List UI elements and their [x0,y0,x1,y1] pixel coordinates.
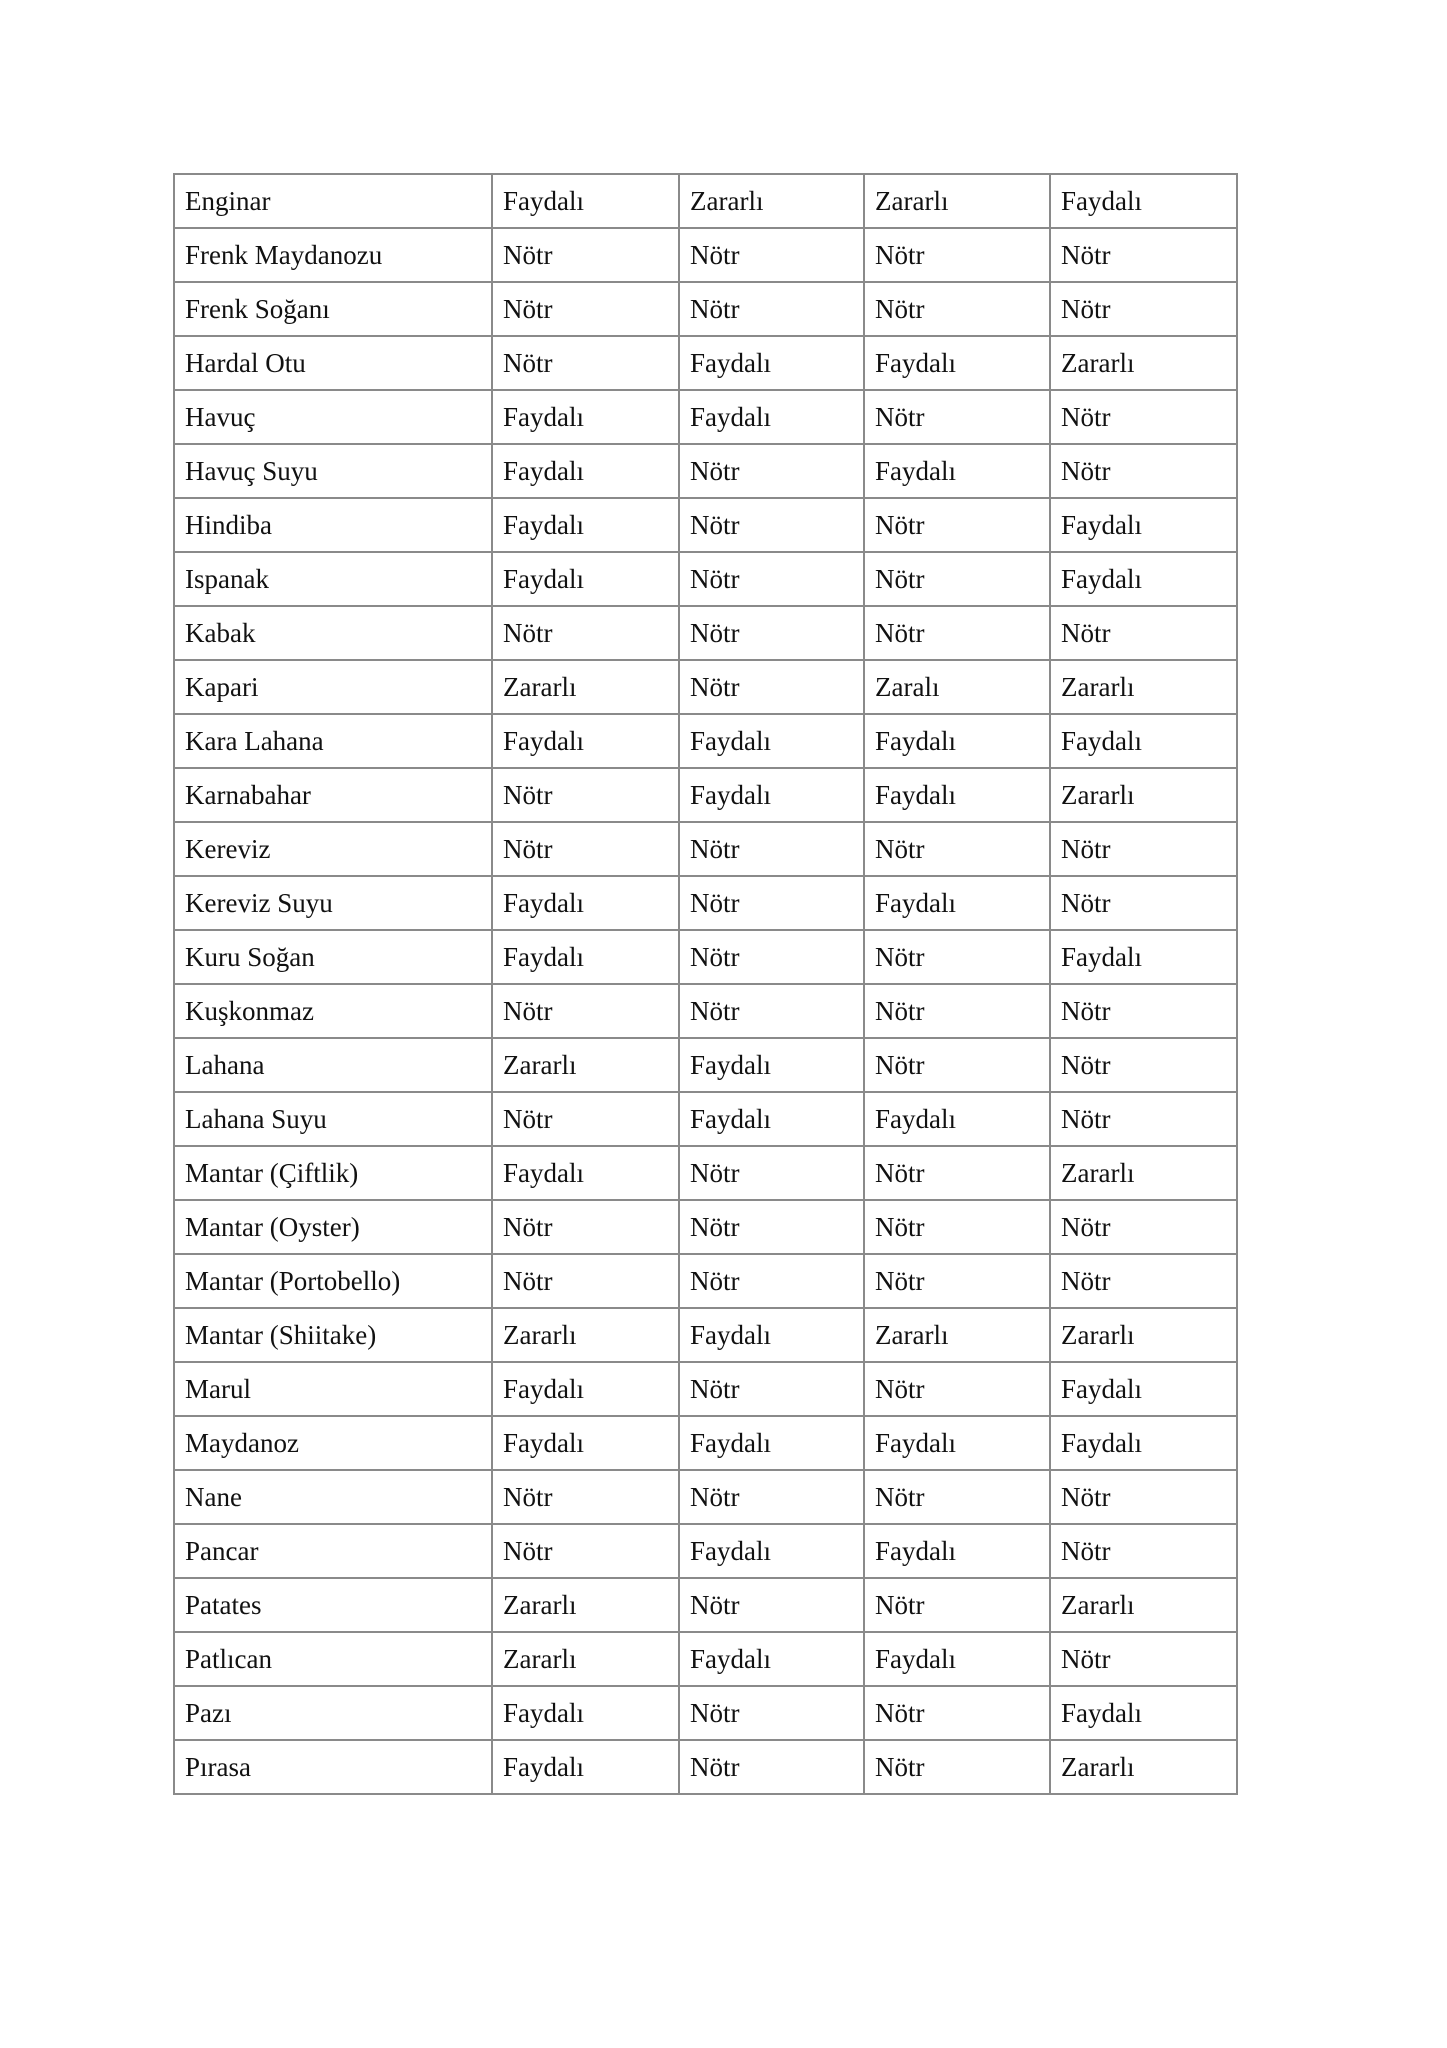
value-cell: Nötr [864,1362,1050,1416]
value-cell: Faydalı [864,1092,1050,1146]
table-row [174,984,1237,1038]
table-row [174,930,1237,984]
table-row [174,1578,1237,1632]
value-cell: Nötr [679,1254,864,1308]
table-row [174,1632,1237,1686]
value-cell: Nötr [679,1578,864,1632]
row-name-cell: Frenk Maydanozu [174,228,492,282]
row-name-cell: Lahana [174,1038,492,1092]
table-row [174,714,1237,768]
value-cell: Faydalı [492,1362,679,1416]
value-cell: Nötr [492,228,679,282]
table-row [174,1470,1237,1524]
value-cell: Nötr [1050,1038,1237,1092]
value-cell: Nötr [1050,606,1237,660]
value-cell: Zararlı [679,174,864,228]
table-row [174,1524,1237,1578]
row-name-cell: Pırasa [174,1740,492,1794]
value-cell: Zararlı [1050,1308,1237,1362]
value-cell: Faydalı [1050,1362,1237,1416]
value-cell: Nötr [1050,390,1237,444]
row-name-cell: Patates [174,1578,492,1632]
value-cell: Nötr [864,1686,1050,1740]
value-cell: Nötr [1050,822,1237,876]
value-cell: Zaralı [864,660,1050,714]
value-cell: Faydalı [864,714,1050,768]
value-cell: Nötr [864,1578,1050,1632]
table-row [174,336,1237,390]
row-name-cell: Mantar (Oyster) [174,1200,492,1254]
value-cell: Nötr [492,1200,679,1254]
value-cell: Nötr [492,1254,679,1308]
value-cell: Faydalı [864,1416,1050,1470]
row-name-cell: Ispanak [174,552,492,606]
table-row [174,876,1237,930]
row-name-cell: Frenk Soğanı [174,282,492,336]
row-name-cell: Nane [174,1470,492,1524]
value-cell: Nötr [1050,228,1237,282]
value-cell: Faydalı [679,336,864,390]
value-cell: Nötr [679,282,864,336]
value-cell: Zararlı [1050,660,1237,714]
value-cell: Faydalı [1050,174,1237,228]
row-name-cell: Mantar (Portobello) [174,1254,492,1308]
value-cell: Nötr [679,1146,864,1200]
table-row [174,498,1237,552]
value-cell: Nötr [864,930,1050,984]
table-row [174,1254,1237,1308]
row-name-cell: Kereviz Suyu [174,876,492,930]
value-cell: Faydalı [679,1038,864,1092]
value-cell: Faydalı [492,1416,679,1470]
value-cell: Faydalı [679,390,864,444]
value-cell: Nötr [1050,282,1237,336]
value-cell: Nötr [864,228,1050,282]
value-cell: Faydalı [864,768,1050,822]
value-cell: Nötr [492,768,679,822]
value-cell: Zararlı [1050,1578,1237,1632]
row-name-cell: Karnabahar [174,768,492,822]
value-cell: Zararlı [1050,1740,1237,1794]
value-cell: Nötr [679,822,864,876]
value-cell: Faydalı [492,552,679,606]
value-cell: Nötr [1050,876,1237,930]
table-row [174,1092,1237,1146]
row-name-cell: Kereviz [174,822,492,876]
table-body [174,174,1237,1794]
value-cell: Nötr [679,552,864,606]
vegetable-table [173,173,1238,1795]
table-row [174,660,1237,714]
table-row [174,444,1237,498]
value-cell: Nötr [1050,984,1237,1038]
value-cell: Nötr [492,822,679,876]
value-cell: Faydalı [492,174,679,228]
value-cell: Faydalı [679,1632,864,1686]
value-cell: Nötr [679,876,864,930]
table-row [174,768,1237,822]
value-cell: Nötr [1050,1200,1237,1254]
table-row [174,822,1237,876]
value-cell: Faydalı [679,1092,864,1146]
row-name-cell: Havuç [174,390,492,444]
row-name-cell: Hindiba [174,498,492,552]
value-cell: Nötr [679,984,864,1038]
table-row [174,1146,1237,1200]
row-name-cell: Enginar [174,174,492,228]
value-cell: Faydalı [1050,552,1237,606]
value-cell: Zararlı [1050,1146,1237,1200]
row-name-cell: Mantar (Shiitake) [174,1308,492,1362]
value-cell: Faydalı [492,876,679,930]
row-name-cell: Havuç Suyu [174,444,492,498]
value-cell: Zararlı [492,1308,679,1362]
table-row [174,282,1237,336]
row-name-cell: Maydanoz [174,1416,492,1470]
value-cell: Faydalı [864,1632,1050,1686]
table-row [174,1740,1237,1794]
value-cell: Nötr [1050,444,1237,498]
value-cell: Nötr [679,930,864,984]
value-cell: Zararlı [492,1632,679,1686]
value-cell: Faydalı [1050,498,1237,552]
value-cell: Nötr [679,1200,864,1254]
row-name-cell: Pazı [174,1686,492,1740]
value-cell: Nötr [864,498,1050,552]
value-cell: Nötr [864,1254,1050,1308]
row-name-cell: Hardal Otu [174,336,492,390]
row-name-cell: Kabak [174,606,492,660]
value-cell: Faydalı [679,1524,864,1578]
value-cell: Faydalı [492,714,679,768]
table-row [174,228,1237,282]
value-cell: Faydalı [492,1740,679,1794]
value-cell: Nötr [679,228,864,282]
value-cell: Faydalı [679,714,864,768]
value-cell: Faydalı [492,498,679,552]
value-cell: Faydalı [679,768,864,822]
row-name-cell: Lahana Suyu [174,1092,492,1146]
row-name-cell: Mantar (Çiftlik) [174,1146,492,1200]
row-name-cell: Kuşkonmaz [174,984,492,1038]
value-cell: Nötr [864,390,1050,444]
value-cell: Zararlı [492,1578,679,1632]
value-cell: Nötr [679,606,864,660]
value-cell: Nötr [679,1740,864,1794]
value-cell: Nötr [1050,1092,1237,1146]
value-cell: Nötr [864,1740,1050,1794]
value-cell: Faydalı [864,1524,1050,1578]
value-cell: Nötr [864,1200,1050,1254]
value-cell: Nötr [492,1470,679,1524]
table-row [174,552,1237,606]
row-name-cell: Kapari [174,660,492,714]
value-cell: Faydalı [864,336,1050,390]
value-cell: Nötr [864,552,1050,606]
value-cell: Nötr [679,1470,864,1524]
value-cell: Faydalı [492,390,679,444]
value-cell: Nötr [1050,1632,1237,1686]
value-cell: Nötr [864,1038,1050,1092]
value-cell: Nötr [864,1470,1050,1524]
value-cell: Faydalı [1050,1416,1237,1470]
table-row [174,1038,1237,1092]
value-cell: Faydalı [864,444,1050,498]
value-cell: Nötr [679,1686,864,1740]
value-cell: Nötr [492,1524,679,1578]
value-cell: Nötr [492,606,679,660]
value-cell: Faydalı [492,444,679,498]
table-row [174,1362,1237,1416]
value-cell: Nötr [492,1092,679,1146]
value-cell: Nötr [679,444,864,498]
value-cell: Nötr [679,1362,864,1416]
value-cell: Nötr [492,984,679,1038]
value-cell: Nötr [864,1146,1050,1200]
value-cell: Faydalı [492,1146,679,1200]
value-cell: Faydalı [679,1308,864,1362]
value-cell: Nötr [1050,1470,1237,1524]
value-cell: Faydalı [492,1686,679,1740]
table-row [174,1686,1237,1740]
value-cell: Zararlı [864,1308,1050,1362]
table-row [174,1200,1237,1254]
value-cell: Faydalı [679,1416,864,1470]
row-name-cell: Marul [174,1362,492,1416]
row-name-cell: Pancar [174,1524,492,1578]
value-cell: Nötr [864,822,1050,876]
value-cell: Faydalı [1050,714,1237,768]
value-cell: Zararlı [864,174,1050,228]
value-cell: Nötr [864,282,1050,336]
value-cell: Faydalı [492,930,679,984]
value-cell: Nötr [679,498,864,552]
value-cell: Nötr [679,660,864,714]
value-cell: Faydalı [1050,1686,1237,1740]
table-row [174,1416,1237,1470]
value-cell: Zararlı [1050,336,1237,390]
table-row [174,390,1237,444]
value-cell: Nötr [864,984,1050,1038]
value-cell: Zararlı [492,660,679,714]
table-row [174,174,1237,228]
table-row [174,1308,1237,1362]
value-cell: Faydalı [864,876,1050,930]
value-cell: Zararlı [492,1038,679,1092]
row-name-cell: Kuru Soğan [174,930,492,984]
table-row [174,606,1237,660]
value-cell: Zararlı [1050,768,1237,822]
value-cell: Faydalı [1050,930,1237,984]
value-cell: Nötr [864,606,1050,660]
value-cell: Nötr [492,336,679,390]
value-cell: Nötr [492,282,679,336]
value-cell: Nötr [1050,1254,1237,1308]
value-cell: Nötr [1050,1524,1237,1578]
row-name-cell: Kara Lahana [174,714,492,768]
row-name-cell: Patlıcan [174,1632,492,1686]
